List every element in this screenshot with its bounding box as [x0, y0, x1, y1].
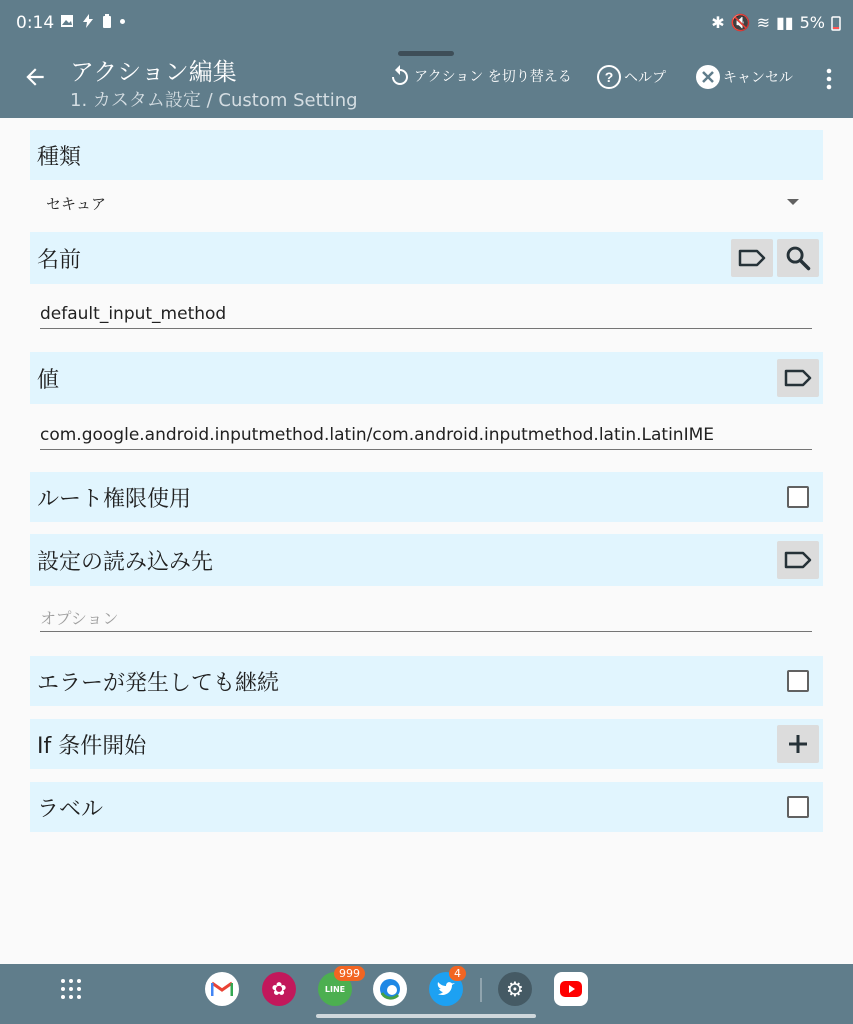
refresh-icon: [388, 64, 412, 88]
label-row-label: ラベル: [37, 796, 104, 822]
status-bar: [0, 0, 853, 46]
gmail-app-icon[interactable]: [205, 972, 239, 1006]
name-tag-button[interactable]: [731, 239, 773, 277]
type-dropdown[interactable]: [30, 180, 823, 224]
load-from-tag-button[interactable]: [777, 541, 819, 579]
label-checkbox[interactable]: [787, 796, 809, 818]
dot-icon: [120, 19, 125, 24]
page-title: アクション編集: [70, 58, 237, 86]
bolt-icon: [82, 14, 94, 28]
photos-app-icon[interactable]: [262, 972, 296, 1006]
cancel-button[interactable]: [695, 64, 793, 90]
gear-icon: ⚙: [506, 977, 524, 1001]
battery-saver-icon: [102, 14, 112, 28]
app-drawer-icon[interactable]: [60, 978, 82, 1000]
type-header: [30, 130, 823, 180]
wifi-icon: ≋: [756, 13, 770, 32]
gmail-icon: [211, 981, 233, 997]
line-badge: 999: [334, 966, 365, 981]
youtube-app-icon[interactable]: [554, 972, 588, 1006]
page-subtitle: 1. カスタム設定 / Custom Setting: [70, 90, 358, 111]
tag-icon: [783, 550, 813, 570]
app-bar: [0, 46, 853, 118]
svg-text:?: ?: [604, 69, 614, 85]
cancel-label: キャンセル: [723, 70, 793, 86]
more-vert-icon[interactable]: [825, 68, 833, 90]
value-tag-button[interactable]: [777, 359, 819, 397]
help-label: ヘルプ: [624, 70, 666, 86]
taskbar-divider: [480, 978, 482, 1002]
settings-app-icon[interactable]: [498, 972, 532, 1006]
continue-on-error-checkbox[interactable]: [787, 670, 809, 692]
taskbar: [0, 964, 853, 1024]
line-icon: LINE: [324, 984, 346, 994]
if-condition-row: [30, 719, 823, 769]
twitter-bird-icon: [436, 981, 456, 997]
value-header: [30, 352, 823, 404]
mute-icon: 🔇: [730, 13, 751, 32]
if-condition-label: If 条件開始: [37, 733, 147, 759]
twitter-badge: 4: [449, 966, 466, 981]
back-arrow-icon[interactable]: [22, 64, 48, 90]
type-value: セキュア: [46, 195, 107, 213]
search-icon: [784, 244, 812, 272]
name-search-button[interactable]: [777, 239, 819, 277]
switch-action-button[interactable]: [388, 64, 572, 88]
gesture-bar[interactable]: [316, 1014, 536, 1018]
edge-app-icon[interactable]: [373, 972, 407, 1006]
continue-on-error-row[interactable]: [30, 656, 823, 706]
edge-icon: [378, 977, 402, 1001]
value-label: 値: [37, 367, 60, 393]
signal-icon: ▮▮: [776, 13, 794, 32]
help-button[interactable]: [596, 64, 666, 90]
load-from-header: [30, 534, 823, 586]
tag-icon: [783, 368, 813, 388]
status-time: 0:14: [16, 13, 55, 33]
drag-handle[interactable]: [398, 51, 454, 56]
switch-action-label: アクション を切り替える: [414, 69, 572, 85]
tag-icon: [737, 248, 767, 268]
name-label: 名前: [37, 247, 82, 273]
youtube-icon: [559, 980, 583, 998]
plus-icon: [787, 733, 809, 755]
type-label: 種類: [37, 144, 82, 170]
line-app-icon[interactable]: [318, 967, 360, 1006]
value-input[interactable]: com.google.android.inputmethod.latin/com.android.inputmethod.latin.LatinIME: [40, 425, 812, 450]
name-input[interactable]: default_input_method: [40, 304, 812, 329]
root-row[interactable]: [30, 472, 823, 522]
gallery-icon: [60, 14, 74, 28]
battery-icon: [831, 15, 841, 31]
label-row[interactable]: [30, 782, 823, 832]
load-from-input[interactable]: オプション: [40, 606, 812, 632]
root-checkbox[interactable]: [787, 486, 809, 508]
add-condition-button[interactable]: [777, 725, 819, 763]
name-header: [30, 232, 823, 284]
twitter-app-icon[interactable]: [429, 967, 463, 1006]
flower-icon: ✿: [271, 978, 287, 1000]
load-from-label: 設定の読み込み先: [37, 549, 214, 575]
cancel-icon: [695, 64, 721, 90]
help-icon: [596, 64, 622, 90]
bluetooth-icon: ✱: [711, 13, 725, 32]
dropdown-arrow-icon: [787, 199, 799, 205]
root-label: ルート権限使用: [37, 486, 192, 512]
continue-on-error-label: エラーが発生しても継続: [37, 670, 280, 696]
battery-text: 5%: [799, 13, 825, 32]
